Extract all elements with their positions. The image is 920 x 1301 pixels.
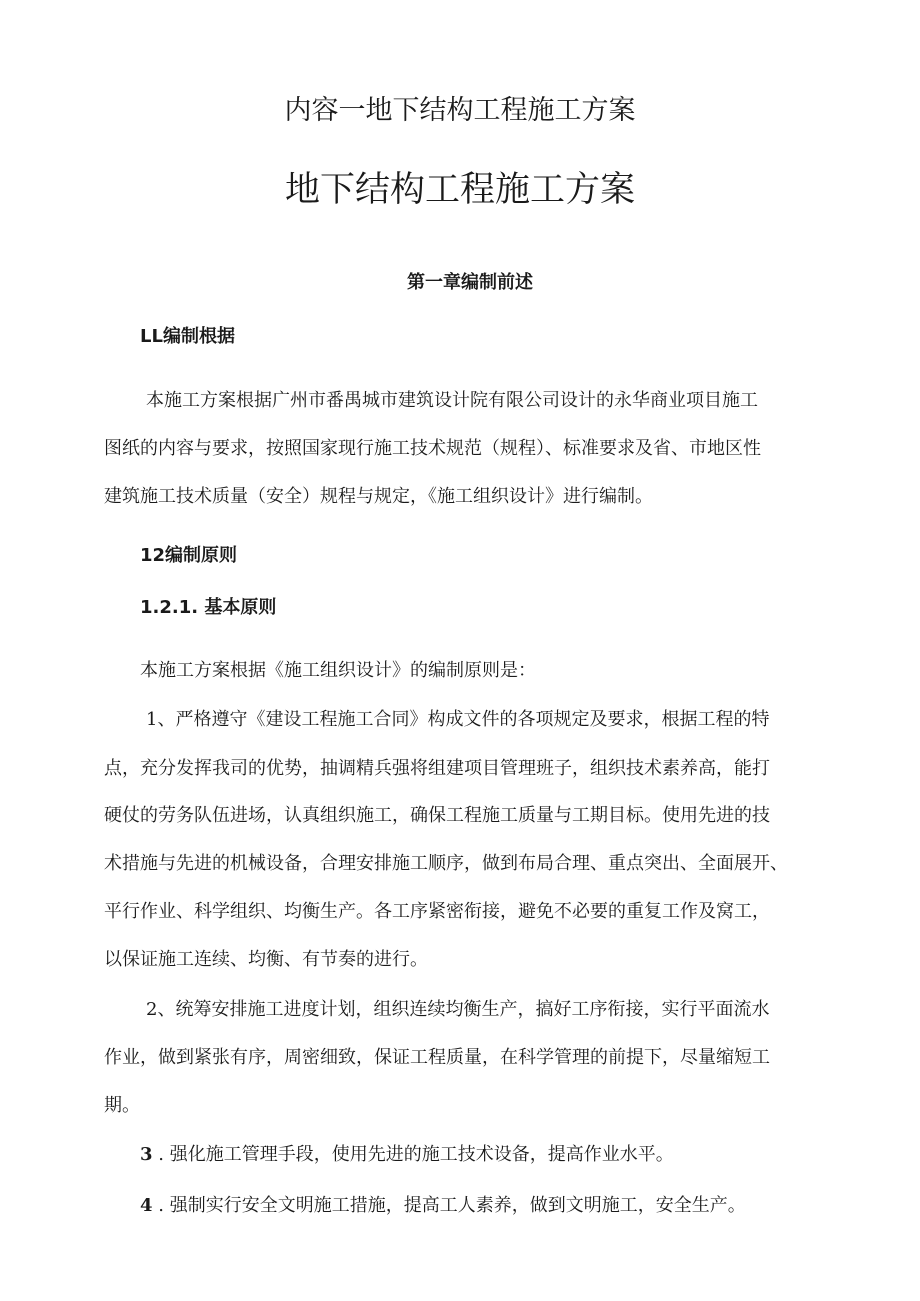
item-2-line-3: 期。 <box>104 1095 140 1116</box>
section-1-1-line-3: 建筑施工技术质量（安全）规程与规定，《施工组织设计》进行编制。 <box>104 486 653 507</box>
item-3-number: 3 <box>140 1144 153 1165</box>
item-1-line-1: 1、严格遵守《建设工程施工合同》构成文件的各项规定及要求，根据工程的特 <box>146 709 770 730</box>
section-1-1-line-1: 本施工方案根据广州市番禺城市建筑设计院有限公司设计的永华商业项目施工 <box>146 390 758 411</box>
item-4-text: . 强制实行安全文明施工措施，提高工人素养，做到文明施工，安全生产。 <box>158 1195 746 1216</box>
section-1-2-heading: 12编制原则 <box>140 545 238 566</box>
item-2-line-1: 2、统筹安排施工进度计划，组织连续均衡生产，搞好工序衔接，实行平面流水 <box>146 999 770 1020</box>
item-2-line-2: 作业，做到紧张有序，周密细致，保证工程质量，在科学管理的前提下，尽量缩短工 <box>104 1047 770 1068</box>
item-3-text: . 强化施工管理手段，使用先进的施工技术设备，提高作业水平。 <box>158 1144 674 1165</box>
document-title-large: 地下结构工程施工方案 <box>284 170 635 210</box>
item-1-line-6: 以保证施工连续、均衡、有节奏的进行。 <box>104 949 428 970</box>
chapter-heading: 第一章编制前述 <box>407 272 533 293</box>
item-1-line-4: 术措施与先进的机械设备，合理安排施工顺序，做到布局合理、重点突出、全面展开、 <box>104 853 788 874</box>
item-1-line-2: 点，充分发挥我司的优势，抽调精兵强将组建项目管理班子，组织技术素养高，能打 <box>104 758 770 779</box>
item-4-number: 4 <box>140 1195 153 1216</box>
item-1-line-3: 硬仗的劳务队伍进场，认真组织施工，确保工程施工质量与工期目标。使用先进的技 <box>104 805 770 826</box>
item-3 <box>140 1146 674 1164</box>
section-1-2-intro: 本施工方案根据《施工组织设计》的编制原则是： <box>140 660 536 681</box>
section-1-2-1-heading: 1.2.1. 基本原则 <box>140 597 277 618</box>
item-4 <box>140 1197 746 1215</box>
section-1-1-heading: LL编制根据 <box>140 326 235 347</box>
section-1-1-line-2: 图纸的内容与要求，按照国家现行施工技术规范（规程）、标准要求及省、市地区性 <box>104 438 761 459</box>
item-1-line-5: 平行作业、科学组织、均衡生产。各工序紧密衔接，避免不必要的重复工作及窝工， <box>104 901 770 922</box>
document-title-small: 内容一地下结构工程施工方案 <box>284 95 636 126</box>
